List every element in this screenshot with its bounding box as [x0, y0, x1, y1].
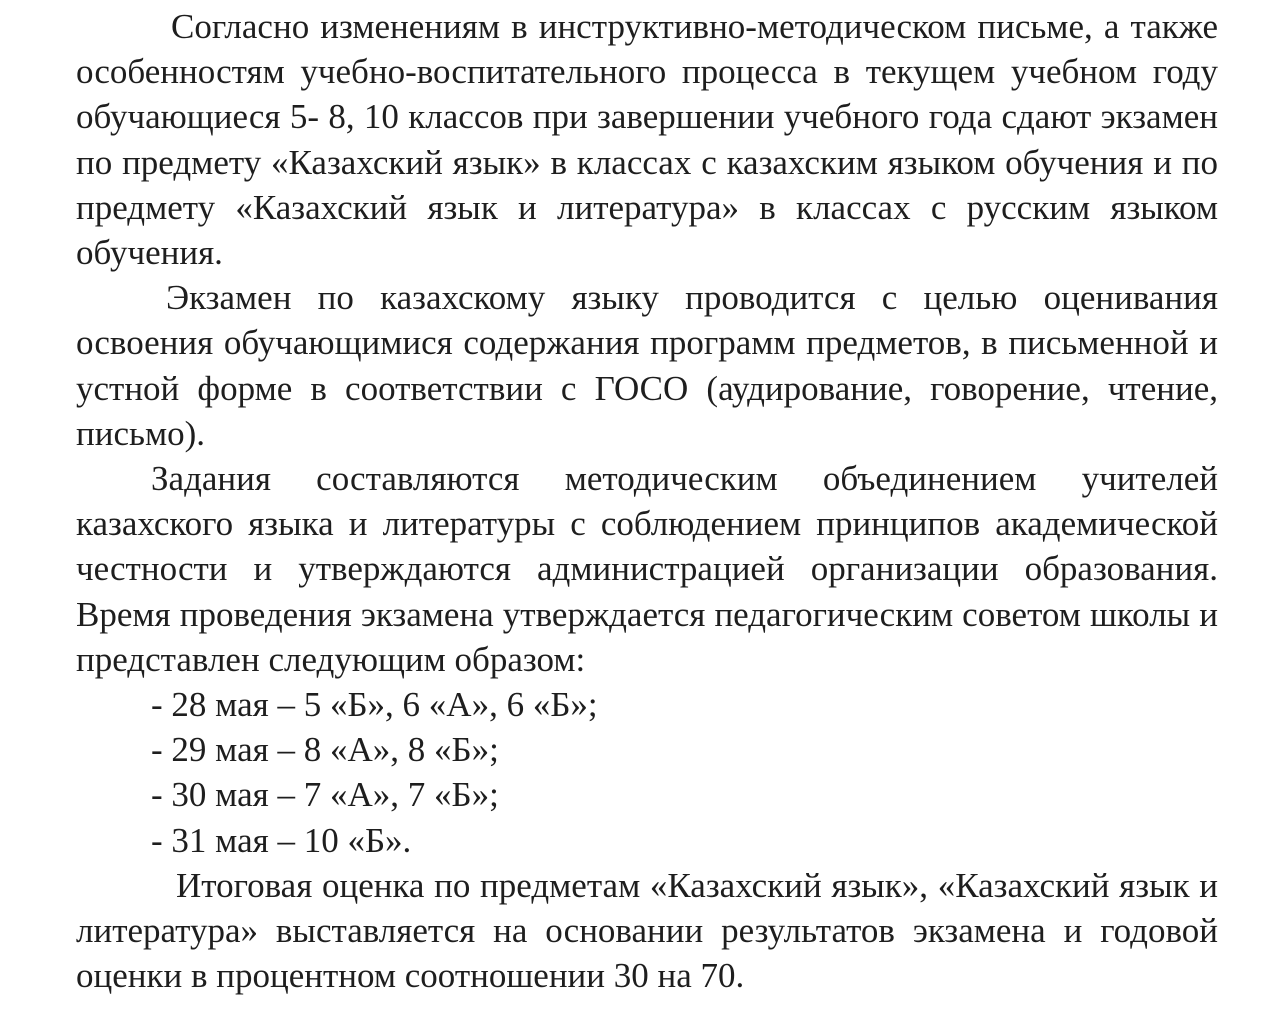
paragraph-exam-tasks: Задания составляются методическим объединением учителей казахского языка и литературы с соблюдением принципов академической честности и утверждаются администрацией организации образования. Время проведения экзамена утверждается педагогическим советом школы и представлен следующим образом: [76, 459, 1218, 679]
schedule-item-may-30: - 30 мая – 7 «А», 7 «Б»; [151, 775, 499, 815]
paragraph-exam-requirements: Согласно изменениям в инструктивно-методическом письме, а также особенностям учебно-воспитательного процесса в текущем учебном году обучающиеся 5- 8, 10 классов при завершении учебного года сдают экзамен по предмету «Казахский язык» в классах с казахским языком обучения и по предмету «Казахский язык и литература» в классах с русским языком обучения. [76, 7, 1218, 273]
schedule-item-may-29: - 29 мая – 8 «А», 8 «Б»; [151, 730, 499, 770]
schedule-item-may-28: - 28 мая – 5 «Б», 6 «А», 6 «Б»; [151, 685, 598, 725]
document-page [76, 0, 1218, 1009]
paragraph-final-grade: Итоговая оценка по предметам «Казахский язык», «Казахский язык и литература» выставляется на основании результатов экзамена и годовой оценки в процентном соотношении 30 на 70. [76, 865, 1218, 996]
document-body [76, 4, 1218, 998]
paragraph-exam-purpose: Экзамен по казахскому языку проводится с целью оценивания освоения обучающимися содержания программ предметов, в письменной и устной форме в соответствии с ГОСО (аудирование, говорение, чтение, письмо). [76, 278, 1218, 453]
schedule-item-may-31: - 31 мая – 10 «Б». [151, 820, 412, 860]
exam-schedule-list [76, 682, 1218, 863]
